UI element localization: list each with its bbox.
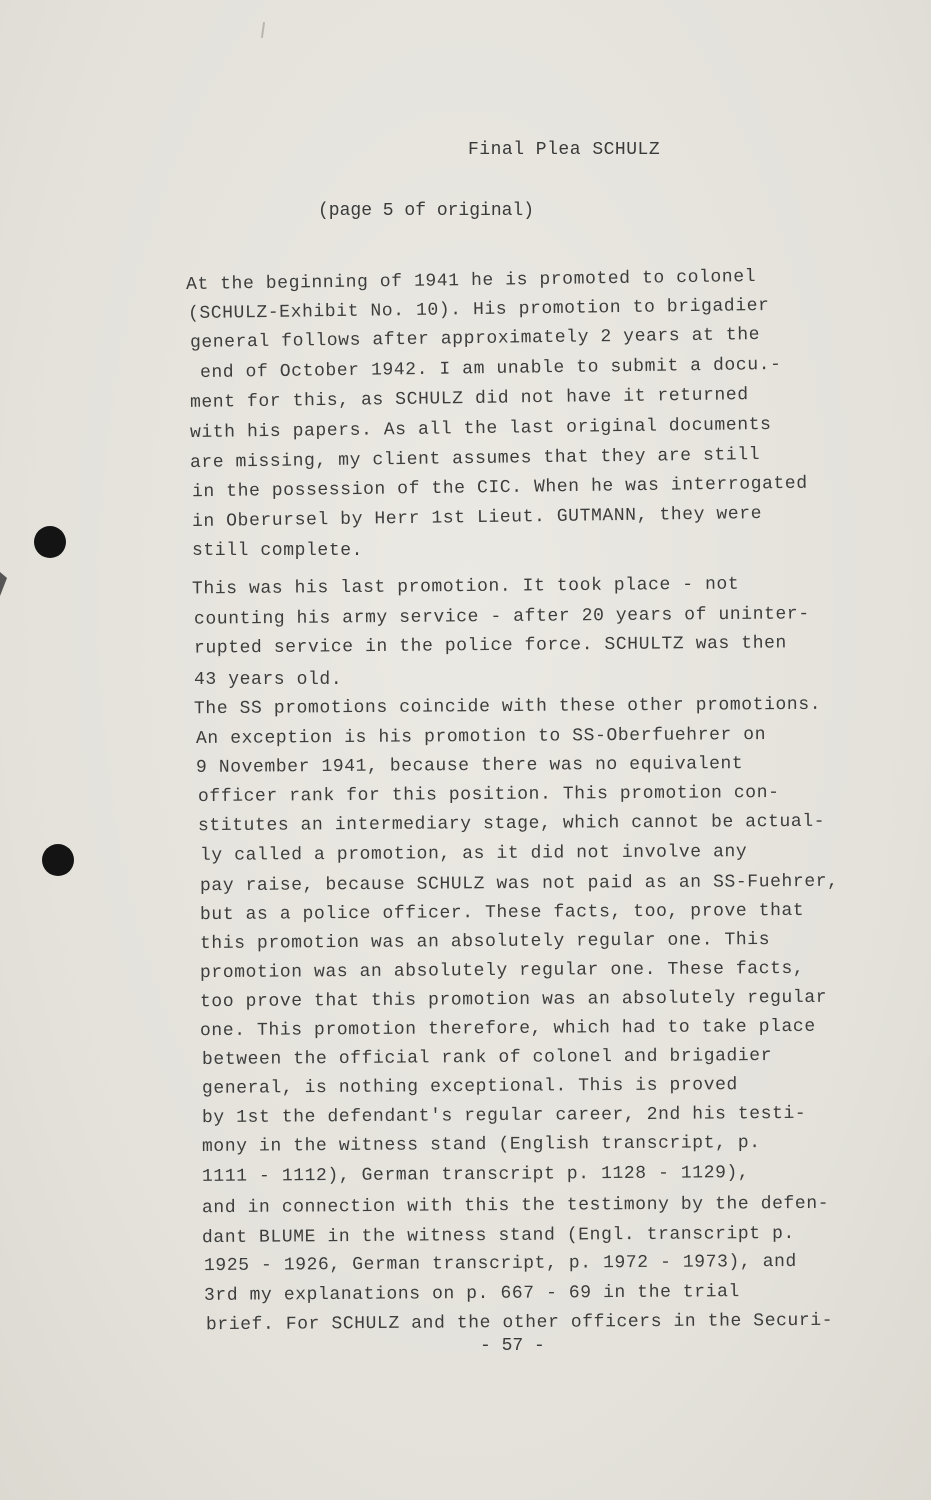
punch-hole-top <box>34 526 66 558</box>
text-line: pay raise, because SCHULZ was not paid as an SS-Fuehrer, <box>199 871 839 897</box>
text-line: 1925 - 1926, German transcript, p. 1972 - 1973), and <box>203 1251 797 1277</box>
text-line: counting his army service - after 20 years of uninter- <box>193 604 810 630</box>
text-line: dant BLUME in the witness stand (Engl. transcript p. <box>201 1223 795 1249</box>
text-line: ly called a promotion, as it did not involve any <box>199 842 748 866</box>
text-line: rupted service in the police force. SCHULTZ was then <box>193 633 787 659</box>
text-line: general, is nothing exceptional. This is proved <box>201 1075 738 1099</box>
text-line: officer rank for this position. This promotion con- <box>197 782 780 808</box>
text-line: are missing, my client assumes that they are still <box>189 445 761 473</box>
text-line: This was his last promotion. It took place - not <box>191 574 740 600</box>
text-line: 1111 - 1112), German transcript p. 1128 - 1129), <box>201 1163 750 1187</box>
text-line: An exception is his promotion to SS-Oberfuehrer on <box>195 725 767 749</box>
text-line: stitutes an intermediary stage, which cannot be actual- <box>197 811 826 837</box>
text-line: 9 November 1941, because there was no equivalent <box>195 754 744 778</box>
text-line: 43 years old. <box>194 670 343 690</box>
text-line: brief. For SCHULZ and the other officers in the Securi- <box>205 1310 834 1336</box>
page-number: - 57 - <box>480 1336 545 1356</box>
text-line: with his papers. As all the last original documents <box>189 414 772 444</box>
text-line: by 1st the defendant's regular career, 2nd his testi- <box>201 1103 807 1129</box>
page-edge-notch <box>0 572 7 596</box>
text-line: end of October 1942. I am unable to submit a docu.- <box>199 354 782 384</box>
text-line: ment for this, as SCHULZ did not have it returned <box>189 385 749 413</box>
text-line: general follows after approximately 2 years at the <box>189 325 761 353</box>
text-line: this promotion was an absolutely regular one. This <box>199 930 771 954</box>
text-line: but as a police officer. These facts, too, prove that <box>199 900 805 926</box>
pencil-mark <box>261 22 265 38</box>
text-line: 3rd my explanations on p. 667 - 69 in the trial <box>203 1282 740 1306</box>
text-line: still complete. <box>192 541 364 561</box>
text-line: in the possession of the CIC. When he was interrogated <box>191 473 808 503</box>
text-line: At the beginning of 1941 he is promoted to colonel <box>185 267 757 295</box>
document-title: Final Plea SCHULZ <box>468 140 661 160</box>
text-line: in Oberursel by Herr 1st Lieut. GUTMANN, they were <box>191 504 763 532</box>
text-line: (SCHULZ-Exhibit No. 10). His promotion to brigadier <box>187 295 770 325</box>
text-line: The SS promotions coincide with these other promotions. <box>193 694 822 720</box>
punch-hole-bottom <box>42 844 74 876</box>
text-line: and in connection with this the testimony by the defen- <box>201 1193 830 1219</box>
text-line: one. This promotion therefore, which had to take place <box>199 1016 816 1042</box>
text-line: between the official rank of colonel and brigadier <box>201 1046 773 1070</box>
text-line: too prove that this promotion was an absolutely regular <box>199 987 828 1013</box>
document-subtitle: (page 5 of original) <box>318 201 535 221</box>
text-line: promotion was an absolutely regular one. These facts, <box>199 958 805 984</box>
text-line: mony in the witness stand (English transcript, p. <box>201 1133 761 1157</box>
